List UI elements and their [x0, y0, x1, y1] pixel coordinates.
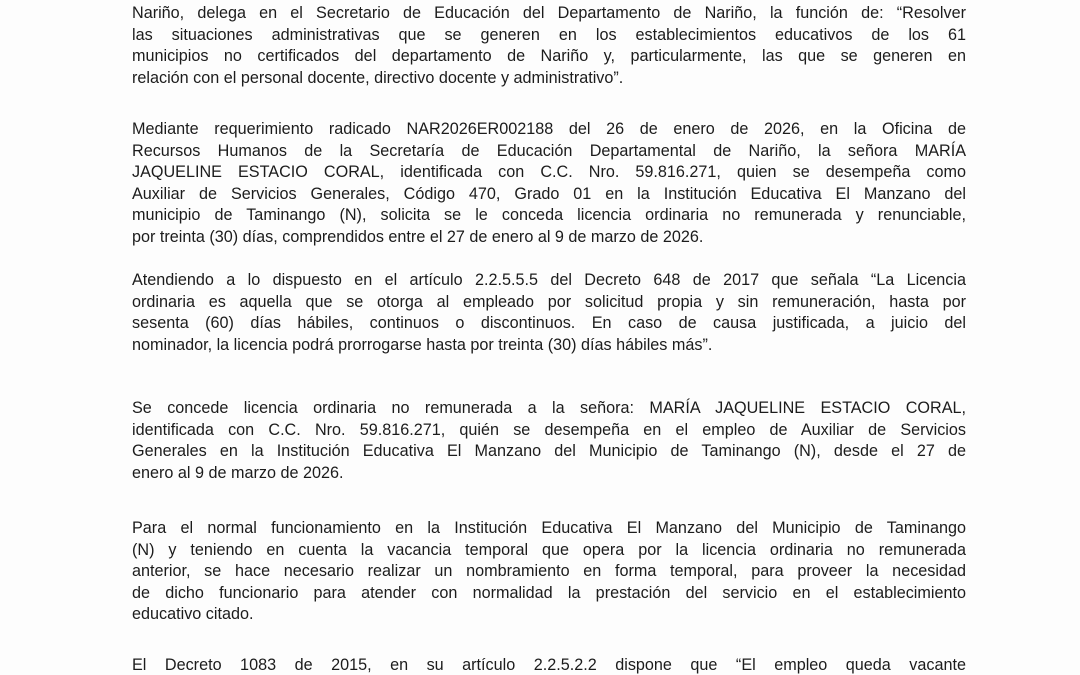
paragraph-legal-basis [132, 270, 966, 356]
text-line: sesenta (60) días hábiles, continuos o discontinuos. En caso de causa justificada, a juicio del [132, 314, 966, 333]
text-line: (N) y teniendo en cuenta la vacancia temporal que opera por la licencia ordinaria no remunerada [132, 540, 966, 559]
text-line: anterior, se hace necesario realizar un nombramiento en forma temporal, para proveer la necesidad [132, 562, 966, 581]
text-line: Atendiendo a lo dispuesto en el artículo 2.2.5.5.5 del Decreto 648 de 2017 que señala “La Licencia [132, 271, 966, 289]
text-line: Se concede licencia ordinaria no remunerada a la señora: MARÍA JAQUELINE ESTACIO CORAL, [132, 399, 966, 417]
text-line: Recursos Humanos de la Secretaría de Educación Departamental de Nariño, la señora MARÍA [132, 141, 966, 160]
text-line: JAQUELINE ESTACIO CORAL, identificada con C.C. Nro. 59.816.271, quien se desempeña como [132, 163, 966, 182]
text-line: de dicho funcionario para atender con normalidad la prestación del servicio en el establecimiento [132, 583, 966, 602]
text-line: Generales en la Institución Educativa El Manzano del Municipio de Taminango (N), desde el 27 de [132, 442, 966, 461]
text-line: por treinta (30) días, comprendidos entre el 27 de enero al 9 de marzo de 2026. [132, 227, 704, 246]
text-line: ordinaria es aquella que se otorga al empleado por solicitud propia y sin remuneración, hasta por [132, 292, 966, 311]
paragraph-delegation [132, 3, 966, 89]
text-line: Para el normal funcionamiento en la Institución Educativa El Manzano del Municipio de Taminango [132, 519, 966, 537]
text-line: identificada con C.C. Nro. 59.816.271, quién se desempeña en el empleo de Auxiliar de Servicios [132, 420, 966, 439]
text-line: municipios no certificados del departamento de Nariño y, particularmente, las que se generen en [132, 47, 966, 66]
text-line: Auxiliar de Servicios Generales, Código 470, Grado 01 en la Institución Educativa El Manzano del [132, 184, 966, 203]
paragraph-decree-1083 [132, 655, 966, 675]
paragraph-request [132, 119, 966, 249]
text-line: El Decreto 1083 de 2015, en su artículo 2.2.5.2.2 dispone que “El empleo queda vacante [132, 656, 966, 674]
text-line: educativo citado. [132, 605, 254, 624]
text-line: relación con el personal docente, directivo docente y administrativo”. [132, 68, 624, 87]
text-line: las situaciones administrativas que se generen en los establecimientos educativos de los 61 [132, 25, 966, 44]
paragraph-license-granted [132, 398, 966, 484]
text-line: enero al 9 de marzo de 2026. [132, 463, 344, 482]
text-line: Mediante requerimiento radicado NAR2026ER002188 del 26 de enero de 2026, en la Oficina de [132, 120, 966, 138]
text-line: nominador, la licencia podrá prorrogarse hasta por treinta (30) días hábiles más”. [132, 335, 713, 354]
paragraph-temporary-appointment [132, 518, 966, 626]
text-line: municipio de Taminango (N), solicita se le conceda licencia ordinaria no remunerada y renunciable, [132, 206, 966, 225]
text-line: Nariño, delega en el Secretario de Educación del Departamento de Nariño, la función de: “Resolver [132, 4, 966, 22]
